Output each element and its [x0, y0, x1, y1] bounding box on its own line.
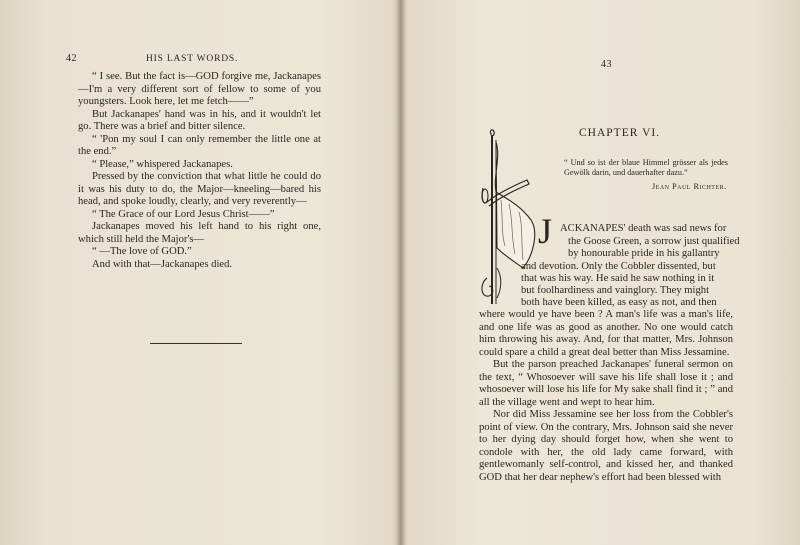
left-body-text — [78, 71, 321, 271]
paragraph: “ 'Pon my soul I can only remember the little one at the end.” — [78, 133, 321, 157]
paragraph: “ Please,” whispered Jackanapes. — [92, 158, 233, 170]
paragraph: But the parson preached Jackanapes' funeral sermon on the text, “ Whosoever will save his life shall lose it ; and whosoever will lose his life for My sake shall find it ; ” and all the village went and wept to hear him. — [479, 359, 733, 408]
chapter-title: CHAPTER VI. — [579, 127, 661, 139]
running-head: HIS LAST WORDS. — [146, 54, 239, 64]
paragraph: “ I see. But the fact is—GOD forgive me, Jackanapes —I'm a very different sort of fellow to some of you youngsters. Look here, let me fetch——” — [78, 71, 321, 107]
text-line: by honourable pride in his gallantry — [568, 248, 720, 259]
end-rule — [150, 343, 242, 344]
paragraph: “ —The love of GOD.” — [92, 246, 192, 257]
epigraph: “ Und so ist der blaue Himmel grösser als jedes Gewölk darin, und dauerhafter dazu.” — [564, 158, 728, 177]
paragraph: “ The Grace of our Lord Jesus Christ——” — [92, 208, 275, 220]
right-body-text — [479, 309, 733, 484]
text-line: that was his way. He said he saw nothing in it — [521, 273, 715, 284]
text-line: both have been killed, as easy as not, and then — [521, 297, 717, 308]
paragraph: But Jackanapes' hand was in his, and it wouldn't let go. There was a brief and bitter silence. — [78, 108, 321, 132]
text-line: the Goose Green, a sorrow just qualified — [568, 236, 740, 247]
paragraph: And with that—Jackanapes died. — [92, 258, 233, 270]
right-page — [401, 0, 800, 545]
paragraph: Pressed by the conviction that what little he could do it was his duty to do, the Major—kneeling—bared his head, and spoke loudly, clearly, and very reverently— — [78, 171, 321, 207]
text-line: and devotion. Only the Cobbler dissented, but — [521, 261, 716, 272]
text-line: but foolhardiness and vainglory. They might — [521, 285, 710, 296]
paragraph-continuation: where would ye have been ? A man's life was a man's life, and one life was as good as another. No one would catch him throwing his away. And, for that matter, Mrs. Johnson could spare a child a great deal better than Miss Jessamine. — [479, 309, 733, 358]
drop-cap: J — [538, 211, 553, 251]
epigraph-attribution: Jean Paul Richter. — [652, 182, 727, 191]
text-line: ACKANAPES' death was sad news for — [560, 223, 727, 234]
paragraph: Nor did Miss Jessamine see her loss from the Cobbler's point of view. On the contrary, Mrs. Johnson said she never to her dying day should forget how, when she went to condole with her, the old lady came forward, with gentlewomanly self-control, and kissed her, and thanked GOD that her dear nephew's effort had been blessed with — [479, 409, 733, 483]
paragraph: Jackanapes moved his left hand to his right one, which still held the Major's— — [78, 221, 321, 245]
page-number: 43 — [601, 59, 612, 70]
page-number: 42 — [66, 53, 77, 64]
